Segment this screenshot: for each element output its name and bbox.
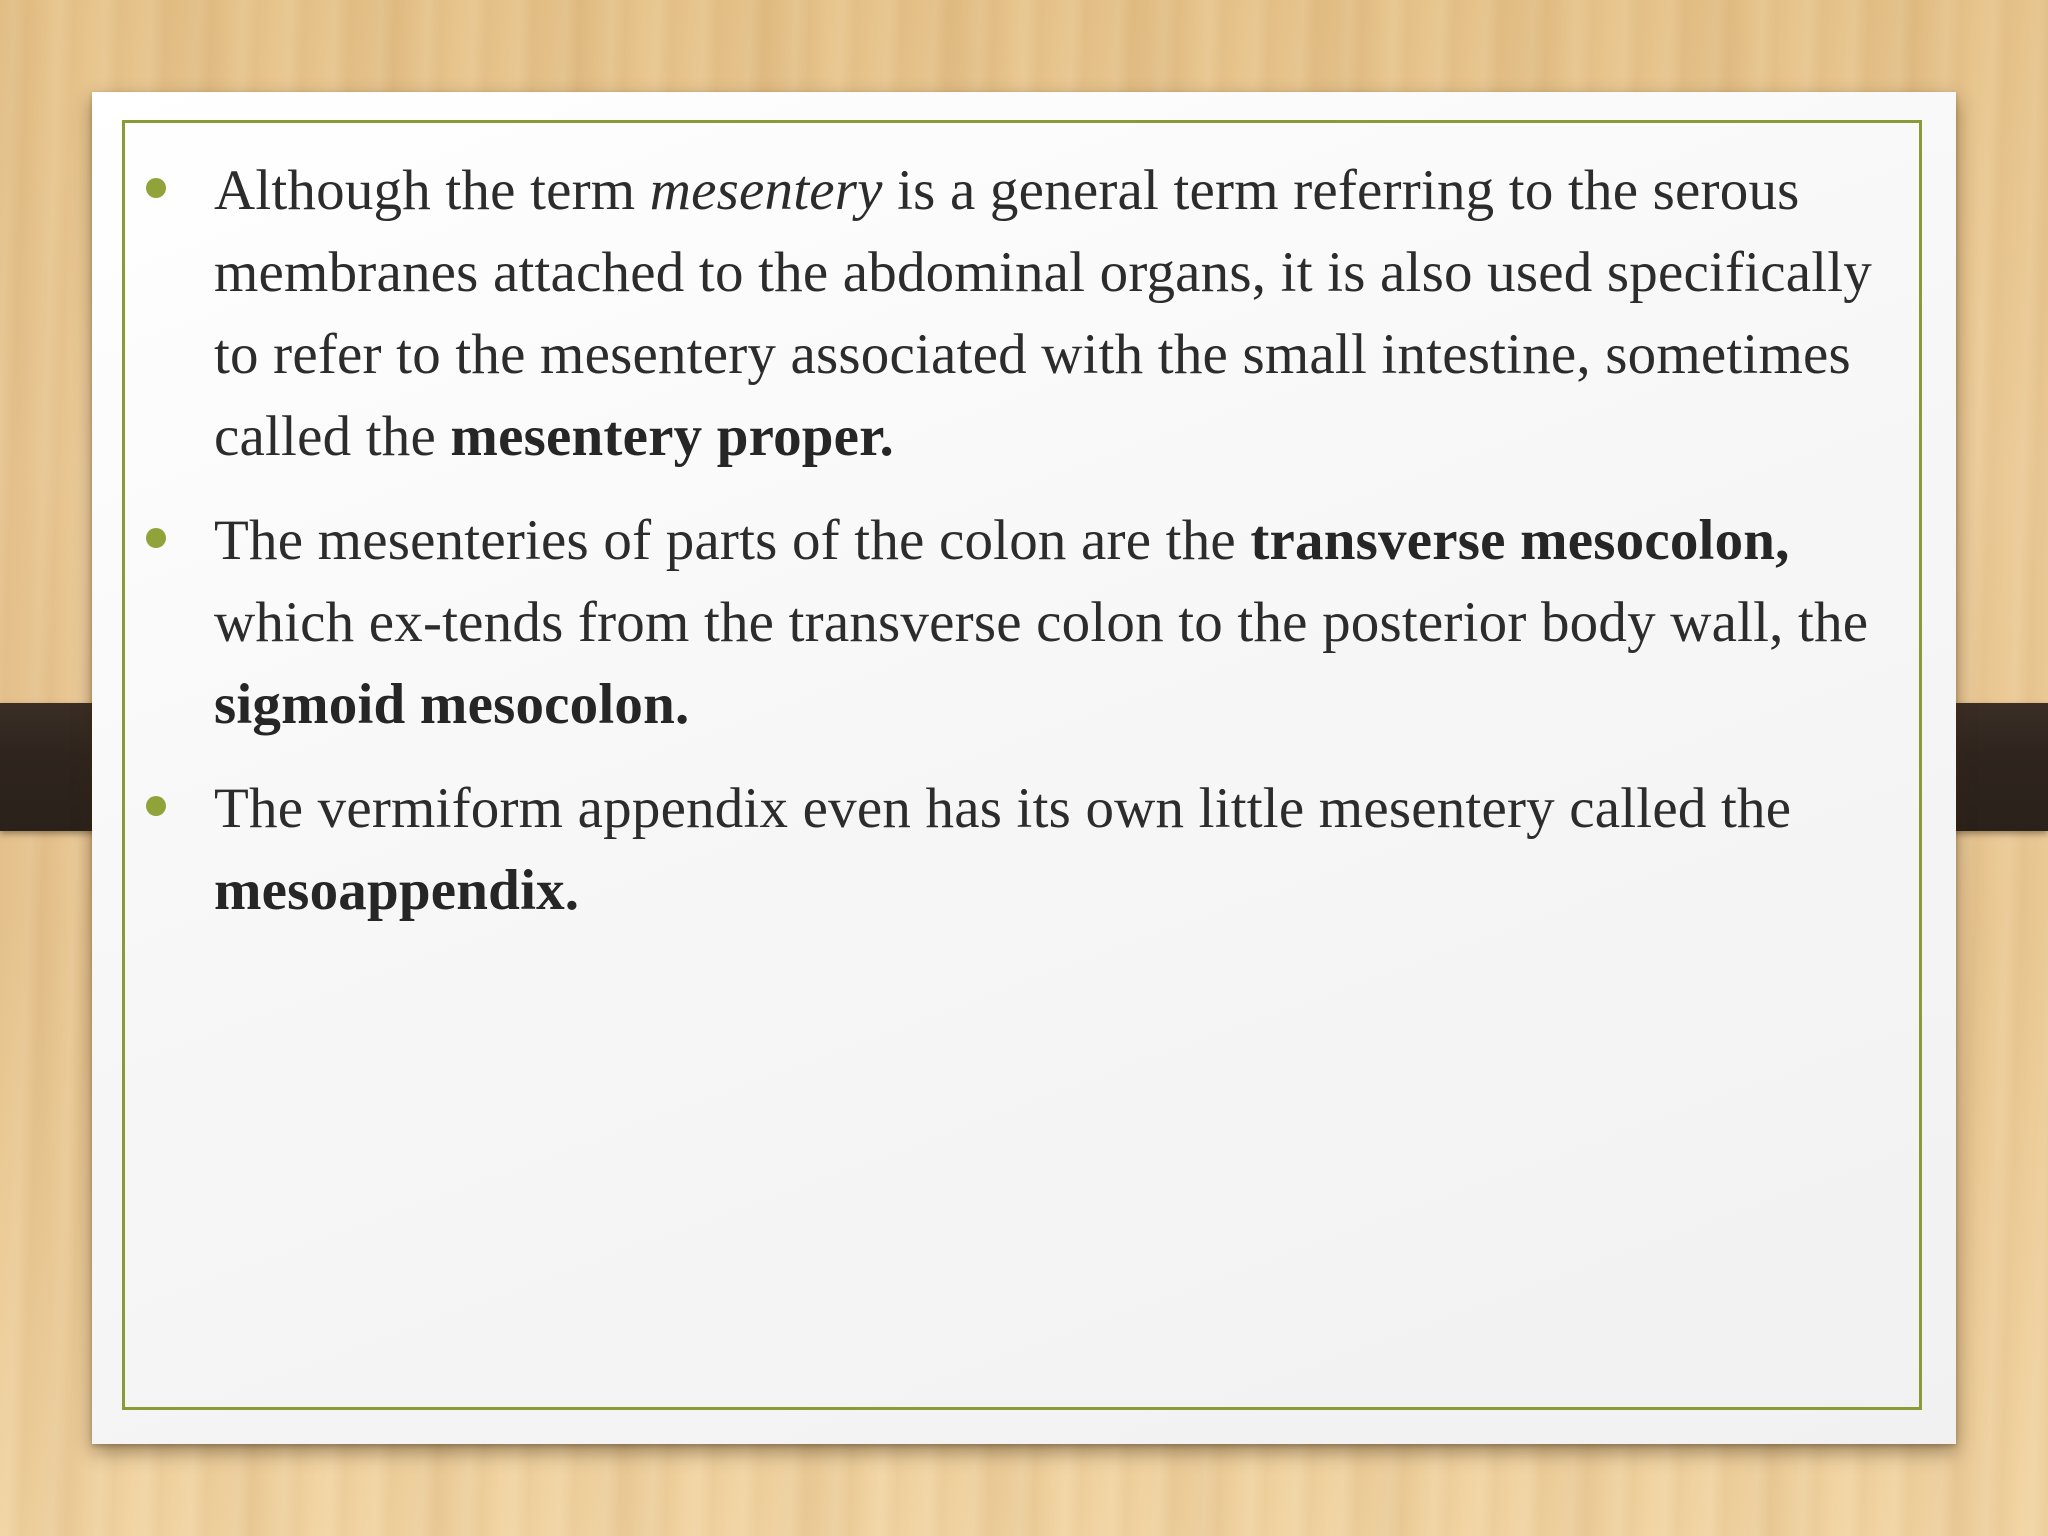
bullet-text: which ex-tends from the transverse colon to the posterior body wall, the: [214, 591, 1869, 654]
bullet-dot-icon: [146, 796, 166, 816]
bold-term: mesoappendix.: [214, 859, 580, 922]
bullet-text: Although the term: [214, 159, 650, 222]
bold-term: transverse mesocolon,: [1250, 509, 1790, 572]
bullet-text: The vermiform appendix even has its own little mesentery called the: [214, 777, 1792, 840]
bullet-text: The mesenteries of parts of the colon are the: [214, 509, 1251, 572]
italic-term: mesentery: [649, 159, 883, 222]
bold-term: sigmoid mesocolon.: [214, 673, 690, 736]
bullet-item-mesocolon: [146, 500, 1906, 746]
bullet-item-mesoappendix: [146, 768, 1906, 932]
bullet-dot-icon: [146, 528, 166, 548]
slide-card: [92, 92, 1956, 1444]
bullet-dot-icon: [146, 178, 166, 198]
bullet-item-mesentery: [146, 150, 1906, 478]
bullet-text: is a general term referring to the serous membranes attached to the abdominal organs, it is also used specifically to refer to the mesentery associated with the small intestine, sometimes called the: [214, 159, 1872, 468]
slide-content: [146, 150, 1906, 954]
bold-term: mesentery proper.: [450, 405, 894, 468]
